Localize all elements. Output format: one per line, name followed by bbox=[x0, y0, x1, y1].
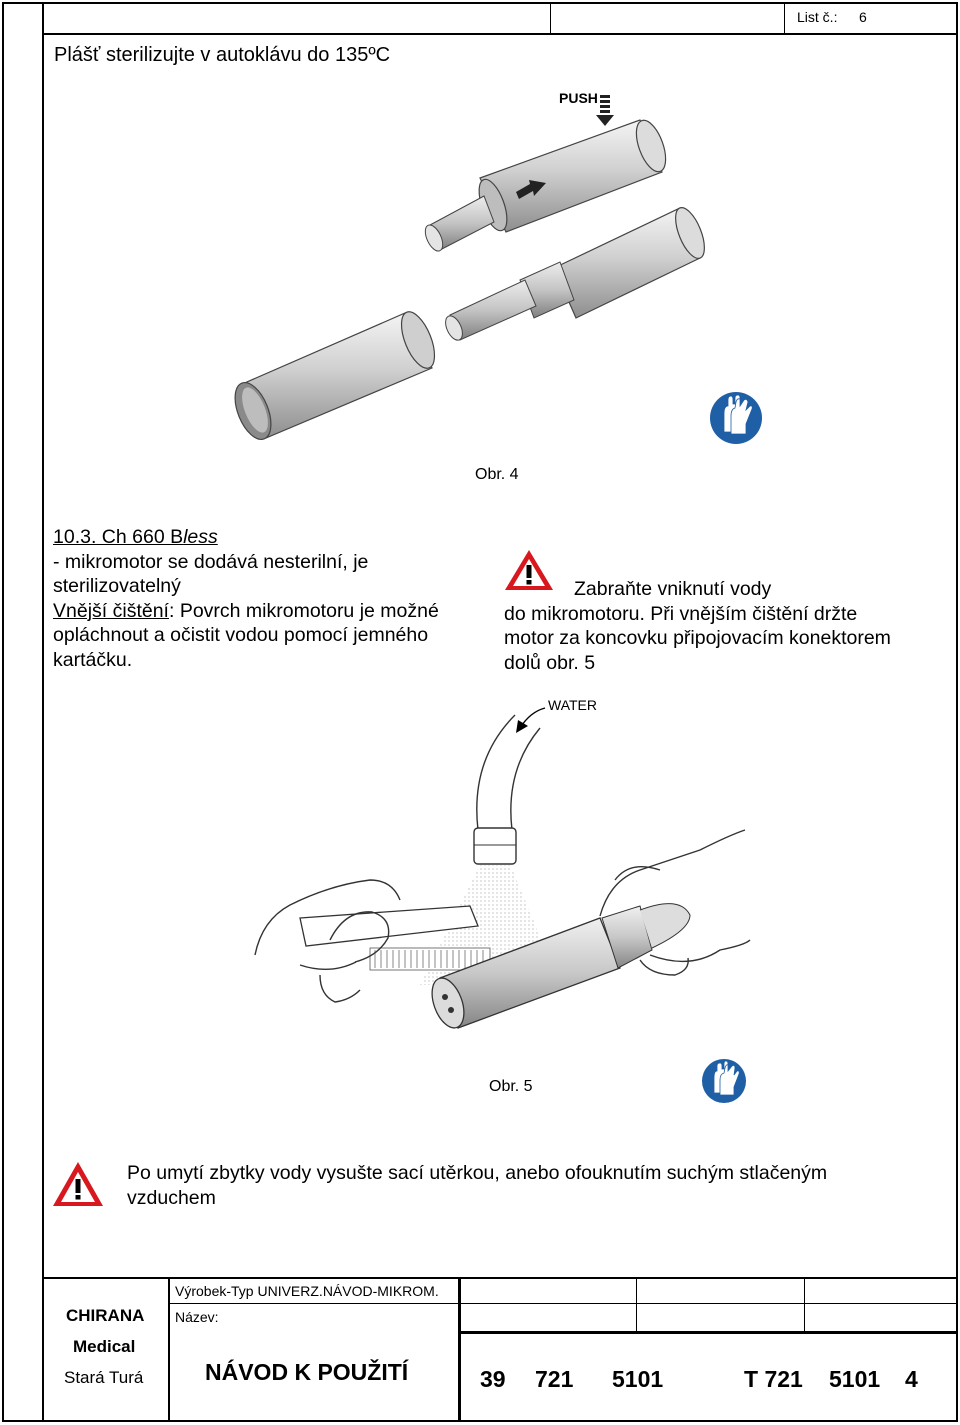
warning-1-text bbox=[504, 577, 944, 675]
warning-2-line-2: vzduchem bbox=[127, 1186, 216, 1209]
footer-row-rule-1 bbox=[168, 1303, 958, 1304]
list-label: List č.: bbox=[797, 9, 838, 25]
section-heading bbox=[53, 525, 493, 550]
doc-code-3: 5101 bbox=[612, 1366, 664, 1392]
section-text bbox=[53, 525, 493, 672]
warning-2-line-1: Po umytí zbytky vody vysušte sací utěrkou, anebo ofouknutím suchým stlačeným bbox=[127, 1162, 828, 1184]
section-line-3 bbox=[53, 599, 493, 624]
footer-code-divider bbox=[458, 1277, 461, 1422]
warning-2-text bbox=[127, 1161, 947, 1210]
section-line-4: opláchnout a očistit vodou pomocí jemného bbox=[53, 624, 429, 646]
doc-code-6: 4 bbox=[905, 1366, 918, 1392]
section-line-5: kartáčku. bbox=[53, 648, 133, 671]
intro-text: Plášť sterilizujte v autoklávu do 135ºC bbox=[54, 44, 391, 66]
doc-code-1: 39 bbox=[480, 1366, 506, 1392]
list-number: 6 bbox=[859, 9, 867, 25]
warning-1-line-4: dolů obr. 5 bbox=[504, 651, 596, 674]
warning-1-line-1: Zabraňte vniknutí vody bbox=[574, 578, 772, 600]
document-title: NÁVOD K POUŽITÍ bbox=[205, 1359, 409, 1385]
footer-row-rule-2 bbox=[458, 1331, 958, 1334]
company-name: CHIRANA bbox=[66, 1306, 145, 1325]
doc-code-5: 5101 bbox=[829, 1366, 881, 1392]
push-arrow-icon bbox=[596, 95, 614, 126]
clean-label: Vnější čištění bbox=[53, 599, 169, 622]
warning-1-line-3: motor za koncovku připojovacím konektorem bbox=[504, 627, 891, 649]
figure-4-caption: Obr. 4 bbox=[475, 466, 519, 483]
water-label: WATER bbox=[548, 697, 597, 713]
gloves-icon bbox=[702, 1059, 746, 1103]
sterilizable-sleeve bbox=[228, 307, 441, 444]
footer-cell-divider-1 bbox=[636, 1277, 637, 1333]
section-line-1: - mikromotor se dodává nesterilní, je bbox=[53, 550, 369, 573]
push-label: PUSH bbox=[559, 90, 598, 106]
warning-triangle-icon bbox=[52, 1160, 104, 1208]
figure-5-illustration bbox=[0, 690, 960, 1090]
doc-code-4: T 721 bbox=[744, 1366, 803, 1392]
footer-top-rule bbox=[42, 1277, 958, 1279]
company-division: Medical bbox=[73, 1337, 136, 1356]
doc-code-2: 721 bbox=[535, 1366, 574, 1392]
warning-1-line-2: do mikromotoru. Při vnějším čištění držte bbox=[504, 602, 858, 625]
footer-col-divider bbox=[168, 1277, 170, 1422]
clean-text: : Povrch mikromotoru je možné bbox=[168, 599, 439, 622]
gloves-icon bbox=[710, 392, 762, 444]
section-heading-suffix: less bbox=[183, 526, 218, 548]
company-city: Stará Turá bbox=[64, 1368, 144, 1387]
figure-4-illustration bbox=[0, 0, 960, 470]
figure-5-caption: Obr. 5 bbox=[489, 1078, 533, 1095]
product-type: Výrobek-Typ UNIVERZ.NÁVOD-MIKROM. bbox=[175, 1283, 439, 1299]
section-heading-num: 10.3. Ch 660 B bbox=[53, 526, 184, 548]
section-line-2: sterilizovatelný bbox=[53, 575, 181, 597]
footer-cell-divider-2 bbox=[804, 1277, 805, 1333]
name-label: Název: bbox=[175, 1309, 219, 1325]
